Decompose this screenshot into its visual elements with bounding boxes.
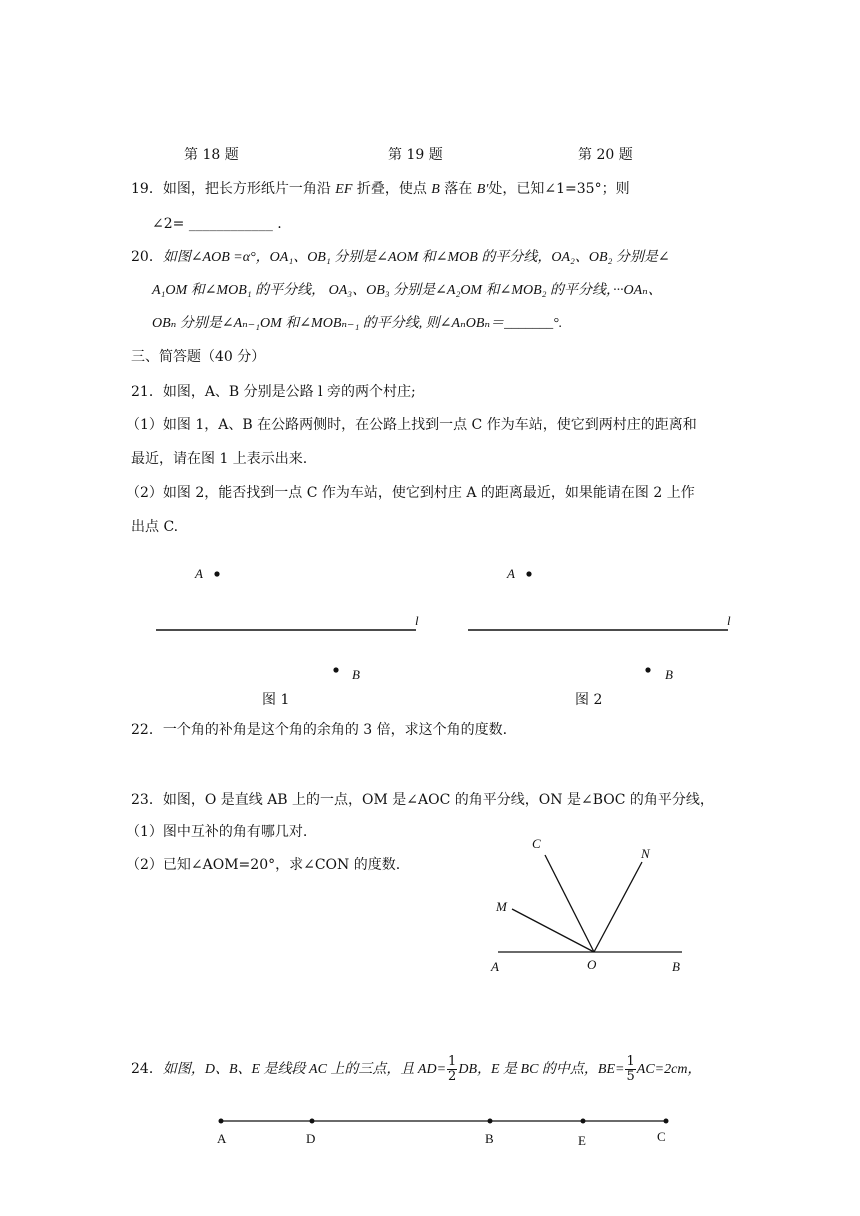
fig2-label-a: A xyxy=(507,566,515,581)
question-21-intro: 21．如图，A、B 分别是公路 l 旁的两个村庄; xyxy=(131,384,416,400)
q23-label-n: N xyxy=(641,846,650,861)
q24-frac2-num: 1 xyxy=(626,1053,635,1069)
question-23-part2: （2）已知∠AOM=20°，求∠CON 的度数. xyxy=(126,857,401,873)
q20-number: 20． xyxy=(131,249,163,265)
section-3-heading: 三、简答题（40 分） xyxy=(131,349,266,365)
fig2-label-b: B xyxy=(665,667,673,682)
q23-ray-oc xyxy=(545,855,594,952)
fig1-label-b: B xyxy=(352,667,360,682)
q19-b: B xyxy=(431,182,440,197)
q19-text-4: 处，已知∠1=35°；则 xyxy=(488,181,630,197)
q24-point-b xyxy=(488,1119,493,1124)
q24-fraction-half xyxy=(447,1055,457,1084)
q24-label-e: E xyxy=(578,1133,586,1148)
q23-label-m: M xyxy=(496,899,507,914)
q19-text-2: 折叠，使点 xyxy=(352,181,432,197)
q24-text-2: DB，E 是 BC 的中点，BE= xyxy=(458,1062,625,1077)
question-21-part2a: （2）如图 2，能否找到一点 C 作为车站，使它到村庄 A 的距离最近，如果能请在图 2 上作 xyxy=(126,485,695,501)
fig1-point-a xyxy=(214,571,219,576)
q24-point-e xyxy=(581,1119,586,1124)
q24-label-b: B xyxy=(485,1131,494,1146)
q24-text-3: AC=2cm， xyxy=(636,1062,702,1077)
q23-ray-on xyxy=(594,862,642,952)
q19-number: 19． xyxy=(131,181,163,197)
caption-q20: 第 20 题 xyxy=(578,147,633,163)
q23-label-o: O xyxy=(587,957,597,972)
question-20-line2: A₁OM 和∠MOB₁ 的平分线， OA₃、OB₃ 分别是∠A₂OM 和∠MOB₂ 的平分线，···OAₙ、 xyxy=(152,283,662,298)
question-21-part2b: 出点 C. xyxy=(131,519,179,535)
q24-frac2-den: 5 xyxy=(626,1068,635,1084)
fig2-point-b xyxy=(645,667,650,672)
q23-label-b: B xyxy=(672,959,680,974)
question-24 xyxy=(131,1052,701,1087)
q24-point-d xyxy=(310,1119,315,1124)
caption-q18: 第 18 题 xyxy=(184,147,239,163)
q23-label-a: A xyxy=(491,959,499,974)
q19-text-3: 落在 xyxy=(439,181,477,197)
caption-q19: 第 19 题 xyxy=(388,147,443,163)
question-19-line2: ∠2= ____________ . xyxy=(152,216,282,232)
q24-label-d: D xyxy=(306,1131,316,1146)
q24-number: 24． xyxy=(131,1061,163,1077)
q24-text-1: 如图，D、B、E 是线段 AC 上的三点，且 AD= xyxy=(162,1062,447,1077)
question-20-line3: OBₙ 分别是∠Aₙ₋₁OM 和∠MOBₙ₋₁ 的平分线, 则∠AₙOBₙ＝_______°. xyxy=(152,316,563,331)
fig2-label-l: l xyxy=(727,613,731,628)
question-23-part1: （1）图中互补的角有哪几对. xyxy=(126,824,308,840)
q24-label-a: A xyxy=(217,1131,227,1146)
question-21-part1b: 最近，请在图 1 上表示出来. xyxy=(131,451,308,467)
fig1-label-a: A xyxy=(195,566,203,581)
q24-frac1-den: 2 xyxy=(448,1068,457,1084)
q19-bprime: B′ xyxy=(476,182,489,197)
question-21-part1a: （1）如图 1，A、B 在公路两侧时，在公路上找到一点 C 作为车站，使它到两村庄的距离和 xyxy=(126,417,697,433)
q24-point-a xyxy=(219,1119,224,1124)
question-22: 22．一个角的补角是这个角的余角的 3 倍，求这个角的度数. xyxy=(131,722,508,738)
fig1-caption: 图 1 xyxy=(262,692,290,708)
q19-text-1: 如图，把长方形纸片一角沿 xyxy=(162,181,336,197)
q23-ray-om xyxy=(512,909,594,952)
q24-label-c: C xyxy=(657,1129,666,1144)
fig2-caption: 图 2 xyxy=(575,692,603,708)
fig1-point-b xyxy=(333,667,338,672)
q23-label-c: C xyxy=(532,836,541,851)
q19-ef: EF xyxy=(335,182,353,197)
q20-text-1: 如图∠AOB =α°，OA₁、OB₁ 分别是∠AOM 和∠MOB 的平分线，OA₂、OB₂ 分别是∠ xyxy=(162,250,670,265)
q24-point-c xyxy=(664,1119,669,1124)
q24-fraction-fifth xyxy=(625,1055,635,1084)
question-23-intro: 23．如图，O 是直线 AB 上的一点，OM 是∠AOC 的角平分线，ON 是∠BOC 的角平分线， xyxy=(131,792,714,808)
fig1-label-l: l xyxy=(415,613,419,628)
q24-frac1-num: 1 xyxy=(448,1053,457,1069)
fig2-point-a xyxy=(526,571,531,576)
